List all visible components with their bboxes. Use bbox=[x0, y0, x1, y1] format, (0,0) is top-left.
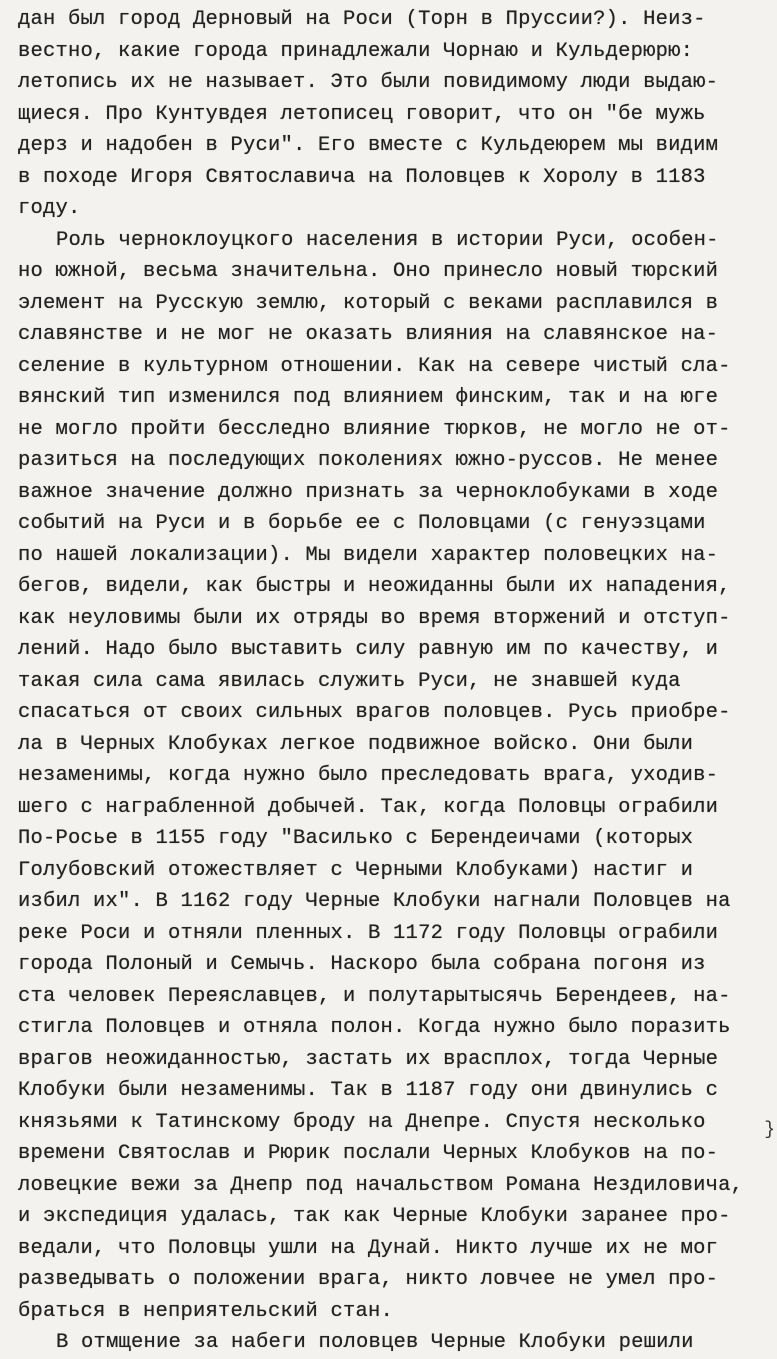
text-line: разиться на последующих поколениях южно-руссов. Не менее bbox=[18, 449, 719, 472]
text-line: славянстве и не мог не оказать влияния на славянское на- bbox=[18, 323, 719, 346]
text-line: В отмщение за набеги половцев Черные Клобуки решили bbox=[56, 1331, 694, 1354]
text-line: вянский тип изменился под влиянием финским, так и на юге bbox=[18, 386, 719, 409]
text-line: по нашей локализации). Мы видели характер половецких на- bbox=[18, 543, 719, 567]
text-line: реке Роси и отняли пленных. В 1172 году Половцы ограбили bbox=[18, 921, 719, 945]
text-line: разведывать о положении врага, никто ловчее не умел про- bbox=[18, 1268, 719, 1291]
text-line: Роль черноклоуцкого населения в истории Руси, особен- bbox=[56, 228, 719, 252]
text-line: По-Росье в 1155 году "Василько с Берендеичами (которых bbox=[18, 827, 694, 850]
text-line: ла в Черных Клобуках легкое подвижное войско. Они были bbox=[18, 732, 694, 756]
text-line: и экспедиция удалась, так как Черные Клобуки заранее про- bbox=[18, 1205, 731, 1228]
text-line: году. bbox=[18, 197, 81, 220]
text-line: щиеся. Про Кунтувдея летописец говорит, что он "бе мужь bbox=[18, 102, 706, 126]
text-line: браться в неприятельский стан. bbox=[18, 1299, 394, 1323]
text-line: Клобуки были незаменимы. Так в 1187 году они двинулись с bbox=[18, 1079, 719, 1102]
text-line: не могло пройти бесследно влияние тюрков, не могло не от- bbox=[18, 417, 731, 441]
margin-brace-mark: } bbox=[764, 1120, 775, 1140]
text-line: дерз и надобен в Руси". Его вместе с Кульдеюрем мы видим bbox=[18, 134, 719, 157]
text-line: как неуловимы были их отряды во время вторжений и отступ- bbox=[18, 606, 731, 630]
text-line: города Полоный и Семычь. Наскоро была собрана погоня из bbox=[18, 953, 706, 976]
text-line: шего с награбленной добычей. Так, когда Половцы ограбили bbox=[18, 795, 719, 819]
text-line: но южной, весьма значительна. Оно принесло новый тюрский bbox=[18, 260, 719, 283]
text-line: ведали, что Половцы ушли на Дунай. Никто лучше их не мог bbox=[18, 1236, 719, 1260]
text-line: Голубовский отожествляет с Черными Клобуками) настиг и bbox=[18, 858, 694, 882]
text-line: лений. Надо было выставить силу равную им по качеству, и bbox=[18, 638, 719, 661]
text-line: вестно, какие города принадлежали Чорнаю и Кульдерюрю: bbox=[18, 39, 694, 63]
text-line: стигла Половцев и отняла полон. Когда нужно было поразить bbox=[18, 1016, 731, 1039]
text-line: незаменимы, когда нужно было преследовать врага, уходив- bbox=[18, 764, 719, 787]
text-line: врагов неожиданностью, застать их врасплох, тогда Черные bbox=[18, 1047, 719, 1071]
text-line: летопись их не называет. Это были повидимому люди выдаю- bbox=[18, 71, 719, 94]
text-line: важное значение должно признать за черноклобуками в ходе bbox=[18, 480, 719, 504]
text-line: дан был город Дерновый на Роси (Торн в Пруссии?). Неиз- bbox=[18, 8, 706, 31]
text-line: ловецкие вежи за Днепр под начальством Романа Нездиловича, bbox=[18, 1173, 744, 1197]
text-line: элемент на Русскую землю, который с веками расплавился в bbox=[18, 291, 719, 315]
text-line: избил их". В 1162 году Черные Клобуки нагнали Половцев на bbox=[18, 890, 731, 913]
text-line: такая сила сама явилась служить Руси, не знавшей куда bbox=[18, 669, 681, 693]
text-line: ста человек Переяславцев, и полутарытысячь Берендеев, на- bbox=[18, 984, 731, 1008]
text-line: селение в культурном отношении. Как на севере чистый сла- bbox=[18, 354, 731, 378]
text-line: событий на Руси и в борьбе ее с Половцами (с генуэзцами bbox=[18, 512, 706, 535]
text-line: князьями к Татинскому броду на Днепре. Спустя несколько bbox=[18, 1110, 706, 1134]
text-line: бегов, видели, как быстры и неожиданны были их нападения, bbox=[18, 575, 731, 598]
text-line: спасаться от своих сильных врагов половцев. Русь приобре- bbox=[18, 701, 731, 724]
text-line: в походе Игоря Святославича на Половцев к Хоролу в 1183 bbox=[18, 165, 706, 189]
text-line: времени Святослав и Рюрик послали Черных Клобуков на по- bbox=[18, 1142, 719, 1165]
